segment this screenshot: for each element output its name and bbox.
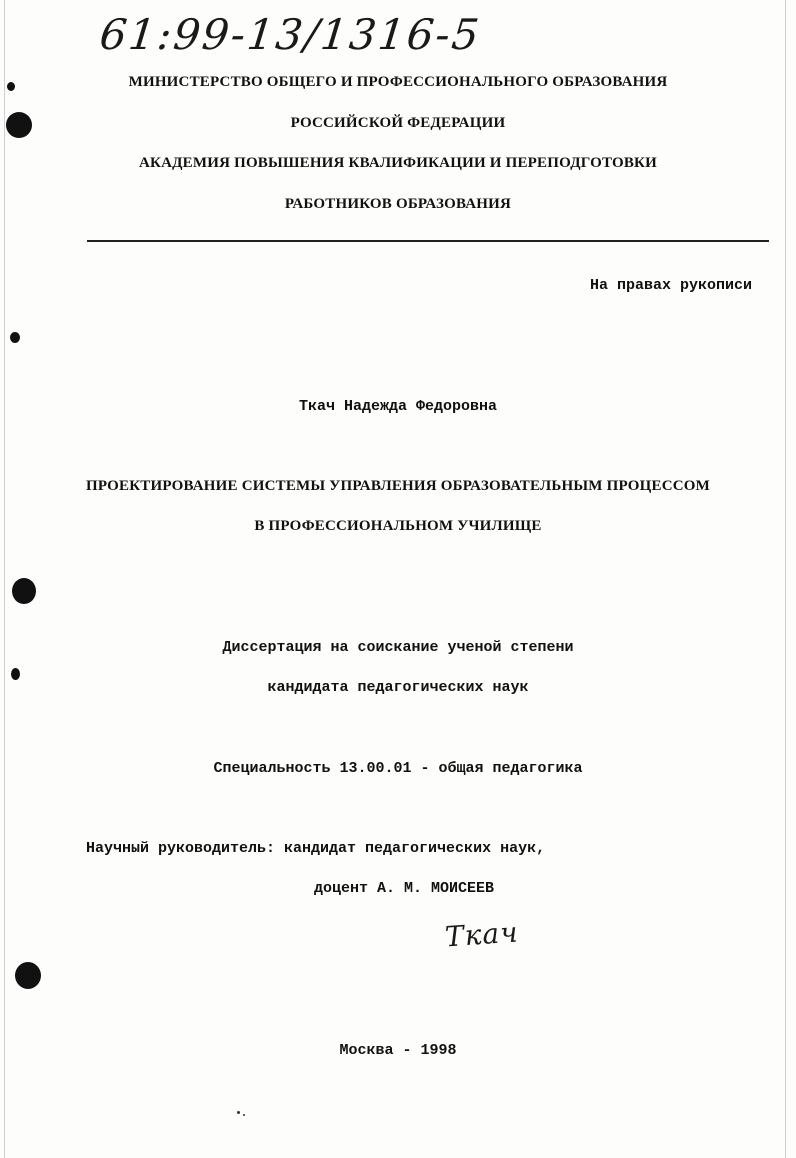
scan-speck — [243, 1114, 245, 1116]
thesis-title-line2: В ПРОФЕССИОНАЛЬНОМ УЧИЛИЩЕ — [254, 518, 542, 534]
author-signature: Ткач — [443, 915, 520, 954]
author-name: Ткач Надежда Федоровна — [298, 398, 498, 415]
header-workers: РАБОТНИКОВ ОБРАЗОВАНИЯ — [284, 196, 512, 212]
specialty-line: Специальность 13.00.01 - общая педагогика — [213, 760, 583, 777]
thesis-title-line1: ПРОЕКТИРОВАНИЕ СИСТЕМЫ УПРАВЛЕНИЯ ОБРАЗОВАТЕЛЬНЫМ ПРОЦЕССОМ — [86, 478, 710, 494]
binding-hole-mark — [12, 578, 36, 604]
scan-speck — [237, 1111, 240, 1114]
binding-hole-mark — [15, 962, 41, 989]
degree-line1: Диссертация на соискание ученой степени — [222, 639, 574, 656]
archive-number-handwritten: 61:99-13/1316-5 — [97, 10, 484, 59]
city-year: Москва - 1998 — [339, 1042, 457, 1059]
manuscript-note: На правах рукописи — [589, 277, 752, 294]
advisor-name: доцент А. М. МОИСЕЕВ — [314, 880, 495, 897]
header-ministry: МИНИСТЕРСТВО ОБЩЕГО И ПРОФЕССИОНАЛЬНОГО ОБРАЗОВАНИЯ — [128, 74, 668, 90]
header-academy: АКАДЕМИЯ ПОВЫШЕНИЯ КВАЛИФИКАЦИИ И ПЕРЕПОДГОТОВКИ — [139, 155, 657, 171]
scan-edge-left — [4, 0, 5, 1158]
scan-edge-right — [785, 0, 786, 1158]
header-federation: РОССИЙСКОЙ ФЕДЕРАЦИИ — [290, 115, 506, 131]
degree-line2: кандидата педагогических наук — [267, 679, 529, 696]
header-divider — [87, 240, 769, 242]
binding-hole-mark — [10, 332, 20, 343]
advisor-title: Научный руководитель: кандидат педагогических наук, — [86, 840, 546, 857]
